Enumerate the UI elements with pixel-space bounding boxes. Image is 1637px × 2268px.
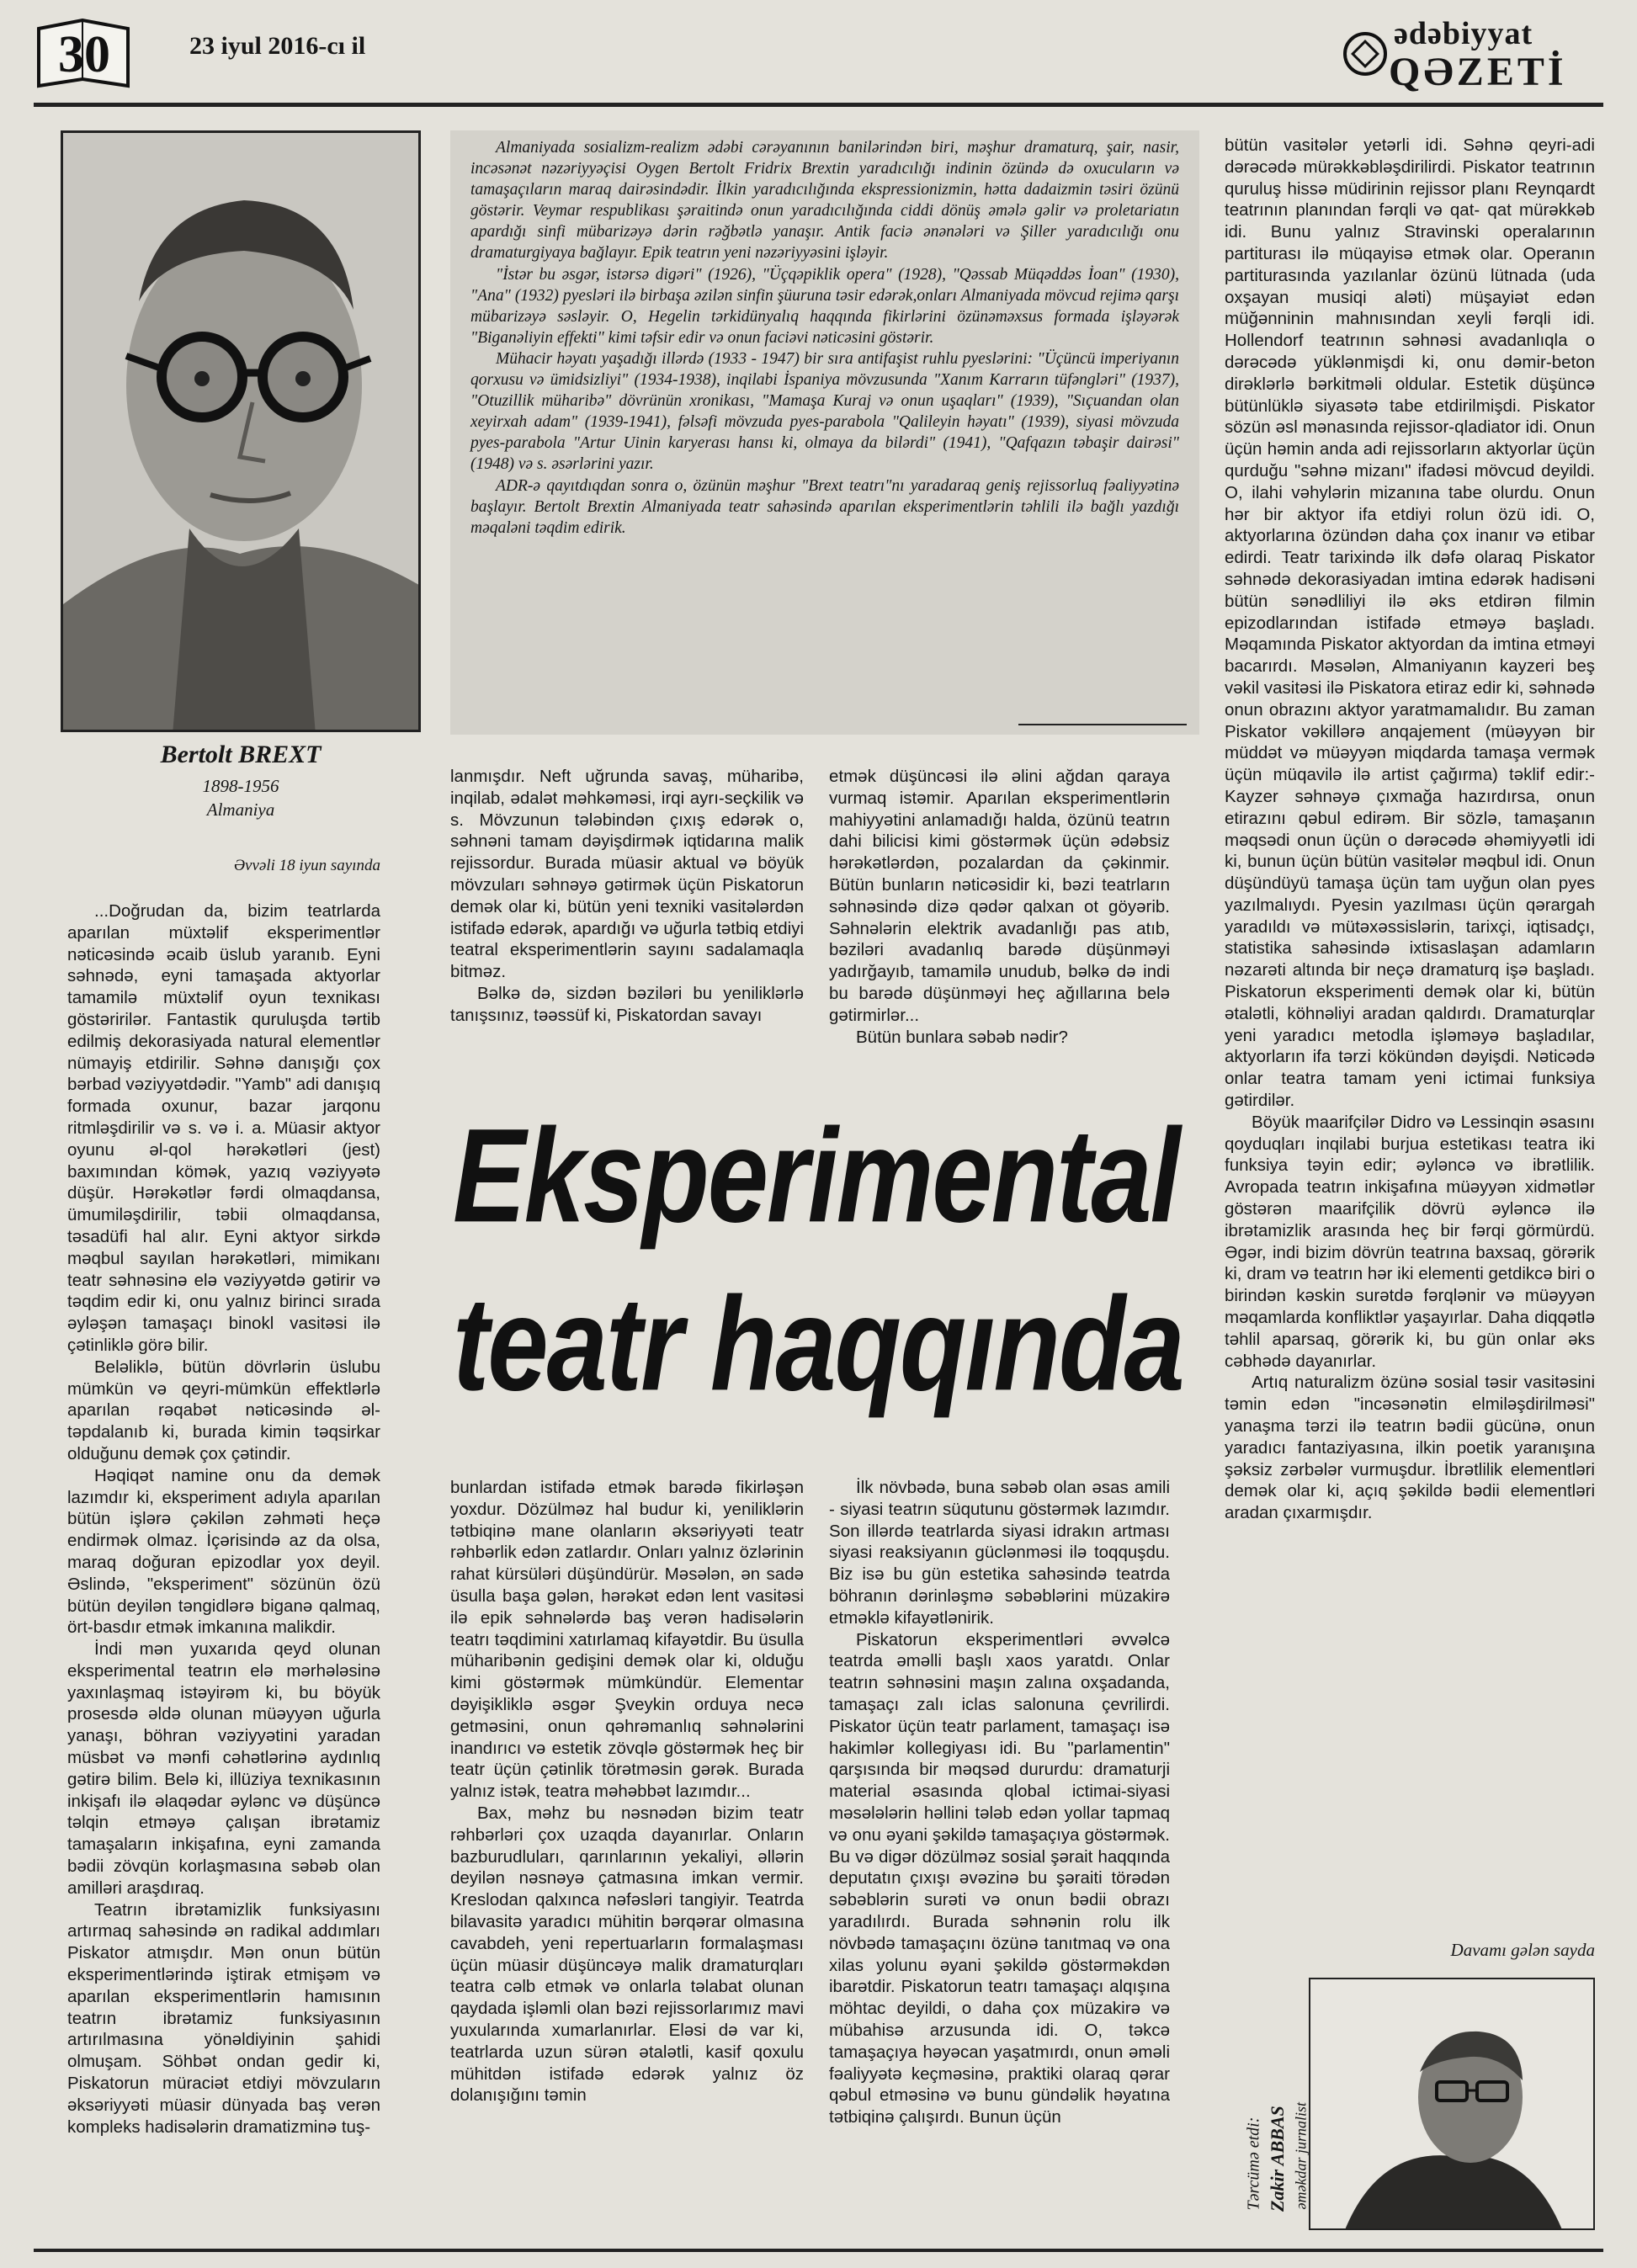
newspaper-logo — [1313, 15, 1616, 94]
article-paragraph: etmək düşüncəsi ilə əlini ağdan qaraya vurmaq istəmir. Aparılan eksperimentlərin mahiyyətini anlamadığı halda, özünü teatrın dahi bilicisi kimi göstərmək üçün ədəbsiz hərəkətlərdən, pozalardan da çəkinmir. Bütün bunların nəticəsidir ki, bəzi teatrların səhnəsində dizə qədər qalxan ot göyərib. Səhnələrin elektrik avadanlığı pas atıb, bəziləri avadanlıq barədə düşünməyi yadırğayıb, tamamilə unudub, bəlkə də indi bu barədə düşünməyi heç ağıllarına belə gətirmirlər... — [829, 767, 1170, 1025]
article-paragraph: Bütün bunlara səbəb nədir? — [856, 1027, 1068, 1047]
middle-lower-column — [450, 1477, 804, 2234]
article-paragraph: Piskatorun eksperimentləri əvvəlcə teatrda əməlli başlı xaos yaratdı. Onlar teatrın səhnəsini maşın zalına oxşadanda, tamaşaçı zalı iclas salonuna çevrilirdi. Piskator üçün teatr parlament, tamaşaçı isə hakimlər kollegiyası idi. Bu "parlamentin" qarşısında bir məqsəd dururdu: dramaturji material əsasında qlobal ictimai-siyasi məsələlərin həllini tələb edən yollar tapmaq və onu əyani şəkildə tamaşaçıya göstərmək. Bu və digər dözülməz sosial şərait haqqında deputatın çıxışı əvəzinə bu şəraiti törədən səbəblərin surəti və onun bədii obrazı yaradılırdı. Burada səhnənin rolu ilk növbədə tamaşaçını özünə tanıtmaq və ona xilas yolunu əyani şəkildə göstərməkdən ibarətdir. Piskatorun teatrı tamaşaçı alqışına möhtac deyildi, o daha çox müzakirə və mübahisə arzusunda idi. O, təkcə tamaşaçıya həyəcan yaşatmırdı, onun əməli fəaliyyətə keçməsinə, praktiki olaraq qərar qəbul etməsinə və bunu gündəlik həyatına tətbiqinə çalışırdı. Bunun üçün — [829, 1629, 1170, 2127]
headline-line-2: teatr haqqında — [453, 1268, 1183, 1419]
portrait-photo — [61, 130, 421, 732]
article-paragraph: Bəlkə də, sizdən bəziləri bu yeniliklərlə tanışsınız, təəssüf ki, Piskatordan savayı — [450, 983, 804, 1025]
middle-upper-column — [450, 766, 804, 1090]
article-paragraph: İndi mən yuxarıda qeyd olunan eksperimental teatrın elə mərhələsinə yaxınlaşmaq istəyirəm ki, bu böyük prosesdə əldə olunan müəyyən uğurla yanaşı, böhran vəziyyətini yaradan müsbət və mənfi cəhətlərinə aydınlıq gətirə bilim. Belə ki, illüziya texnikasının inkişafı ilə əlaqədar əylənc və düşüncə təlqin etməyə çalışan ibrətamiz tamaşaların inkişafına, eyni zamanda bədii zövqün korlaşmasına səbəb olan amilləri araşdıraq. — [67, 1639, 380, 1898]
article-paragraph: lanmışdır. Neft uğrunda savaş, müharibə, inqilab, ədalət məhkəməsi, irqi ayrı-seçkilik və s. Mövzunun tələbindən çıxış edərək o, səhnəni tamam dəyişdirmək iqtidarına malik rejissordur. Burada müasir aktual və böyük mövzuları səhnəyə gətirmək üçün Piskatorun demək olar ki, bütün yeni texniki vasitələrdən istifadə edərək, apardığı və uğurla tətbiq etdiyi teatral eksperimentlərin sayını sadalamaqla bitməz. — [450, 767, 804, 982]
brecht-portrait-image — [63, 133, 421, 732]
issue-date: 23 iyul 2016-cı il — [189, 32, 366, 60]
article-paragraph: Beləliklə, bütün dövrlərin üslubu mümkün və qeyri-mümkün effektlərlə aparılan rəqabət nəticəsində əl-təpdalanıb ki, burada kimin təqsirkar olduğunu demək çox çətindir. — [67, 1357, 380, 1463]
headline — [438, 1098, 1220, 1469]
article-paragraph: ...Doğrudan da, bizim teatrlarda aparılan müxtəlif eksperimentlər nəticəsində əcaib üslub yaranıb. Eyni səhnədə, eyni tamaşada aktyorlar tamamilə müxtəlif oyun texnikası göstəririlər. Fantastik quruluşda tərtib edilmiş dekorasiyada natural elementlər nümayiş etdirilir. Səhnə danışığı çox bərbad vəziyyətdədir. "Yamb" adi danışıq formada oxunur, bazar jarqonu ritmləşdirilir və s. və i. a. Müasir aktyor oyunu əl-qol hərəkətləri (jest) baxımından kömək, yazıq vəziyyətə düşür. Hərəkətlər fərdi olmaqdansa, ümumiləşdirilir, təbii olmaqdansa, təsadüfi hal alır. Eyni aktyor sirkdə məqbul sayılan hərəkətləri, mimikanı teatr səhnəsinə elə vəziyyətdə gətirir və təqdim edir ki, onu yalnız birinci sırada əyləşən tamaşaçı binokl vasitəsi ilə çətinliklə görə bilir. — [67, 901, 380, 1355]
logo-emblem-icon — [1343, 32, 1387, 76]
intro-paragraph: Almaniyada sosializm-realizm ədəbi cərəyanının banilərindən biri, məşhur dramaturq, şair, nasir, incəsənət nəzəriyyəçisi Oygen Bertolt Fridrix Brextin yaradıcılığı indinin özündə də oxucuların və tamaşaçıların maraq dairəsindədir. İlkin yaradıcılığında ekspressionizmin, hətta dadaizmin təsiri özünü göstərir. Veymar respublikası şəraitində onun yaradıcılığında ciddi dönüş əmələ gəlir və proletariatın apardığı sinfi mübarizəyə dərin rəğbətlə yanaşır. Antik faciə ənənələri və Şiller yaradıcılığı onu dramaturgiyaya bağlayır. Epik teatrın yeni nəzəriyyəsini işləyir. — [470, 139, 1179, 263]
article-paragraph: İlk növbədə, buna səbəb olan əsas amili - siyasi teatrın süqutunu göstərmək lazımdır. Son illərdə teatrlarda siyasi idrakın artması siyasi reaksiyanın güclənməsi ilə toqquşdu. Biz isə bu gün estetika sahəsində teatrda böhranın dərinləşmə səbəblərini müzakirə etməklə kifayətlənirik. — [829, 1478, 1170, 1628]
portrait-name: Bertolt BREXT — [160, 741, 322, 768]
portrait-years: 1898-1956 — [202, 776, 279, 796]
translator-photo — [1309, 1978, 1595, 2230]
portrait-country: Almaniya — [206, 799, 275, 820]
right-lower-column — [829, 1477, 1170, 2234]
continuation-note: Əvvəli 18 iyun sayında — [233, 857, 380, 874]
article-paragraph: Böyük maarifçilər Didro və Lessinqin əsasını qoyduqları inqilabi burjua estetikası teatra iki funksiya təyin edir; əyləncə və ibrətlilik. Avropada teatrın inkişafına müəyyən xidmətlər göstərən maarifçilik dövrü əyləncə ilə ibrətamizlik arasında heç bir fərqi görmürdü. Əgər, indi bizim dövrün teatrına baxsaq, görərik ki, dram və teatrın hər iki elementi getdikcə biri o birindən kəskin surətdə fərqlənir və müəyyən məqamlarda konfliktlər yaşayırlar. Daha diqqətlə təhlil aparsaq, görərik ki, bu gün onlar əks cəbhədə dayanırlar. — [1225, 1112, 1595, 1371]
header-rule — [34, 103, 1603, 107]
page-number: 30 — [58, 26, 110, 83]
page-number-box — [34, 12, 133, 93]
article-paragraph: bütün vasitələr yetərli idi. Səhnə qeyri-adi dərəcədə mürəkkəbləşdirilirdi. Piskator teatrının quruluş hissə müdirinin rejissor planı Reynqardt teatrının planından fərqli və qat- qat mürəkkəb idi. Bunu yalnız Stravinski operalarının partiturası ilə müqayisə etmək olar. Operanın partiturasında yazılanlar özünü lütnada (uda oxşayan musiqi aləti) müşayiət edən müğənninin mahnısından xeyli fərqli idi. Hollendorf teatrının səhnəsi avadanlıqla o dərəcədə yüklənmişdi ki, onu dəmir-beton dirəklərlə bərkitməli oldular. Estetik düşüncə bütünlüklə siyasətə tabe etdirilmişdi. Piskator sözün əsl mənasında rejissor-qladiator idi. Onun üçün həmin anda adi rejissorların aktyorlar üçün qurduğu "səhnə mizanı" ifadəsi mövcud deyildi. O, ilahi vəhylərin mizanına tabe olurdu. Onun hər bir aktyor ifa etdiyi rolun özü idi. O, aktyorlarına özündən daha çox inanır və etibar edirdi. Teatr tarixində ilk dəfə olaraq Piskator səhnədə dekorasiyadan imtina edərək hadisəni bütün sənədliliyi ilə əks etdirən filmin epizodlarından istifadə etməyə başladı. Məqamında Piskator aktyordan da imtina etməyi bacarırdı. Məsələn, Almaniyanın kayzeri beş vəkil vasitəsi ilə Piskatora etiraz edir ki, səhnədə onun obrazını aktyor yaratmamalıdır. Bu zaman Piskator vəkillərə anqajement (müəyyən bir müddət və müəyyən miqdarda tamaşa vermək üçün müqavilə ilə artist çağırma) təklif edir:- Kayzer səhnəyə çıxmağa hazırdırsa, onun etirazını qəbul edirəm. Bir sözlə, tamaşanın məqsədi onun üçün o dərəcədə əhəmiyyətli idi ki, bunun üçün bütün vasitələr məqbul idi. Onun düşündüyü tamaşa üçün tam uyğun olan pyes yazılmalıydı. Pyesin yazılması üçün qərargah yaradıldı və mütəxəssislərin, tarixçi, iqtisadçı, statistika sahəsində ixtisaslaşan adamların nəzarəti altında bir neçə dramaturq işə başladı. Piskatorun eksperimenti demək olar ki, bütün ətalətli, köhnəliyi aradan qaldırdı. Dramaturqlar yeni yaradıcı metodla işləməyə başladılar, aktyorların ifa tərzi kökündən dəyişdi. Nəticədə onlar teatra tamam yeni ictimai funksiya gətirdilər. — [1225, 135, 1595, 1111]
translator-name: Zakir ABBAS — [1267, 2106, 1288, 2212]
intro-rule — [1018, 724, 1187, 725]
intro-paragraph: ADR-ə qayıtdıqdan sonra o, özünün məşhur "Brext teatrı"nı yaradaraq geniş rejissorluq fəaliyyətinə başlayır. Bertolt Brextin Almaniyada teatr sahəsində aparılan eksperimentlərin təhlili ilə bağlı yazdığı məqaləni təqdim edirik. — [470, 476, 1179, 537]
right-upper-column — [829, 766, 1170, 1090]
footer-rule — [34, 2249, 1603, 2252]
translator-portrait-image — [1310, 1979, 1595, 2230]
intro-paragraph: Mühacir həyatı yaşadığı illərdə (1933 - 1947) bir sıra antifaşist ruhlu pyeslərini: "Üçüncü imperiyanın qorxusu və ümidsizliyi" (1934-1938), inqilabi İspaniya mövzusunda "Xanım Karrarın tüfəngləri" (1937), "Otuzillik müharibə" dövrünün xronikası, "Mamaşa Kuraj və onun uşaqları" (1939), "Sıçuandan olan xeyirxah adam" (1939-1941), fəlsəfi mövzuda pyes-parabola "Qalileyin həyatı" (1939), siyasi mövzuda pyes-parabola "Artur Uinin karyerası hansı ki, olmaya da bilərdi" (1941), "Qafqazın təbaşir dairəsi" (1948) və s. əsərlərini yazır. — [470, 349, 1179, 474]
left-column — [67, 900, 380, 2243]
logo-top: ədəbiyyat — [1394, 16, 1533, 51]
article-paragraph: bunlardan istifadə etmək barədə fikirləşən yoxdur. Dözülməz hal budur ki, yeniliklərin tətbiqinə mane olanların əksəriyyəti teatr rəhbərlik edən zatlardır. Onları yalnız özlərinin rahat kürsüləri düşündürür. Məsələn, ən sadə üsulla başa gələn, hərəkət edən lent vasitəsi ilə epik səhnələrdə baş verən hadisələrin teatrı təqdimini xatırlamaq kifayətdir. Bu üsulla müharibənin gedişini demək olar ki, olduğu kimi göstərmək mümkündür. Elementar dəyişikliklə əsgər Şveykin orduya necə getməsini, onun qəhrəmanlıq səhnələrini inandırıcı və estetik zövqlə göstərmək heç bir teatr üçün çətinlik törətməsin gərək. Burada yalnız istək, teatra məhəbbət lazımdır... — [450, 1478, 804, 1802]
translator-role: əməkdar jurnalist — [1292, 2102, 1310, 2210]
far-right-column — [1225, 135, 1595, 1927]
article-paragraph: Bax, məhz bu nəsnədən bizim teatr rəhbərləri çox uzaqda dayanırlar. Onların bazburudluları, qarınlarının yekaliyi, əllərin deyilən nəsnəyə çatmasına imkan vermir. Kreslodan qalxınca nəfəsləri tangiyir. Teatrda bilavasitə yaradıcı mühitin bərqərar olmasına cavabdeh, yeni repertuarların formalaşması üçün müasir düşüncəyə malik dramaturqları teatra cəlb etmək və onlarla təlabat olunan qaydada işləmli olan bəzi rejissorlarımız mavi yuxularında xumarlanırlar. Eləsi də var ki, teatrlarda uzun sürən ətalətli, kasif qoxulu mühitdən istifadə edərək yalnız öz dolanışığını təmin — [450, 1803, 804, 2106]
headline-line-1: Eksperimental — [453, 1100, 1179, 1251]
article-paragraph: Teatrın ibrətamizlik funksiyasını artırmaq sahəsində ən radikal addımları Piskator atmışdır. Mən onun bütün eksperimentlərində iştirak etmişəm və aparılan eksperimentlərin hamısının teatrın ibrətamiz funksiyasının artırılmasına yönəldiyinin şahidi olmuşam. Söhbət ondan gedir ki, Piskatorun müraciət etdiyi mövzuların əksəriyyəti müasir dünyada baş verən kompleks hadisələrin dramatizminə tuş- — [67, 1899, 380, 2137]
continued-note: Davamı gələn sayda — [1450, 1940, 1595, 1960]
intro-box — [450, 130, 1199, 735]
article-paragraph: Həqiqət namine onu da demək lazımdır ki, eksperiment adıyla aparılan bütün işlərə çəkilən zəhməti heçə endirmək olmaz. İçərisində az da olsa, maraq doğuran epizodlar yox deyil. Əslində, "eksperiment" sözünün özü bütün deyilən təngidlərə biganə qalmaq, ört-basdır etmək imkanına malikdir. — [67, 1465, 380, 1638]
article-paragraph: Artıq naturalizm özünə sosial təsir vasitəsini təmin edən "incəsənətin elmiləşdirilməsi" yanaşma tərzi ilə teatrın bədii gücünə, onun yaradıcı fantaziyasına, ilkin poetik yaranışına şəksiz zərbələr vurmuşdur. İbrətlilik elementləri demək olar ki, açıq şəkildə bədii elementləri aradan çıxarmışdır. — [1225, 1373, 1595, 1523]
translator-credit — [1199, 1986, 1309, 2230]
logo-bottom: QƏZETİ — [1389, 50, 1567, 94]
intro-paragraph: "İstər bu əsgər, istərsə digəri" (1926), "Üçqəpiklik opera" (1928), "Qəssab Müqəddəs İoan" (1930), "Ana" (1932) pyesləri ilə birbaşa əzilən sinfin şüuruna təsir edərək,onları Almaniyada mövcud rejimə qarşı mübarizəyə səsləyir. O, Hegelin tərkidünyalıq haqqında fikirlərini özünəməxsus formada işləyərək "Biganəliyin effekti" kimi təfsir edir və onun faciəvi nəticəsini göstərir. — [470, 265, 1179, 347]
translator-label: Tərcümə etdi: — [1244, 2117, 1263, 2211]
